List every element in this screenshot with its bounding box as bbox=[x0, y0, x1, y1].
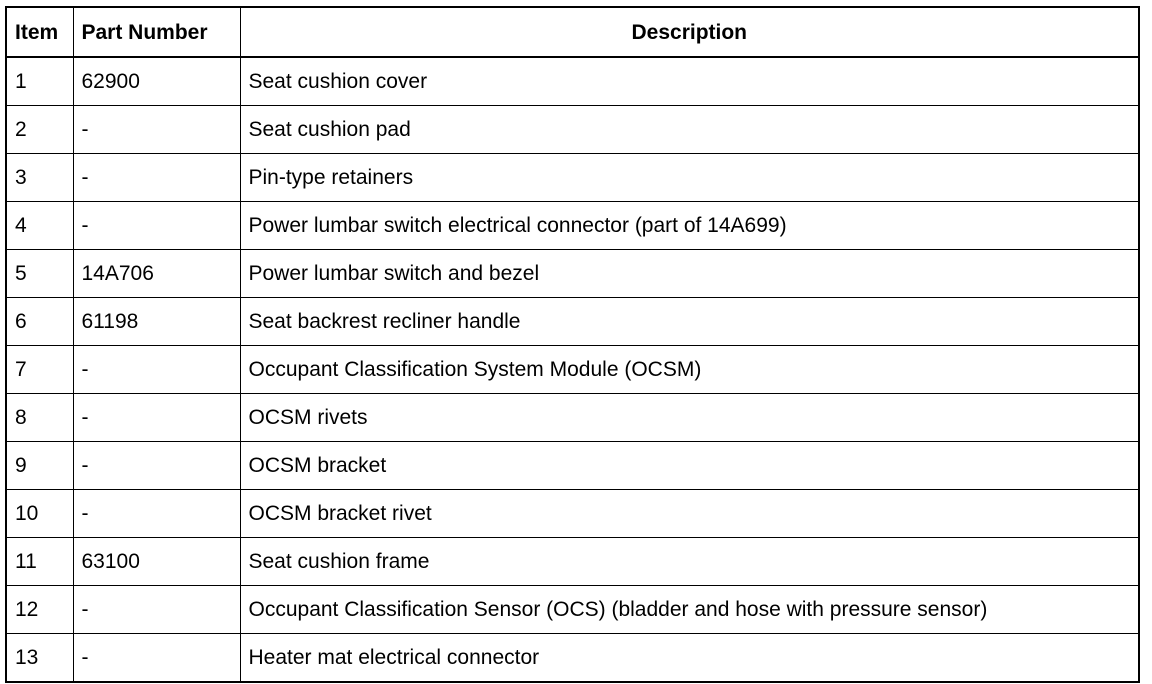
table-row bbox=[6, 394, 1139, 442]
cell-item: 2 bbox=[6, 106, 73, 154]
table-row bbox=[6, 202, 1139, 250]
cell-part-number: 61198 bbox=[73, 298, 240, 346]
cell-item: 8 bbox=[6, 394, 73, 442]
cell-item: 13 bbox=[6, 634, 73, 683]
cell-item: 5 bbox=[6, 250, 73, 298]
cell-part-number: 63100 bbox=[73, 538, 240, 586]
cell-description: OCSM bracket bbox=[240, 442, 1139, 490]
column-header-part-number: Part Number bbox=[73, 7, 240, 57]
parts-table bbox=[5, 6, 1140, 683]
cell-description: Occupant Classification Sensor (OCS) (bladder and hose with pressure sensor) bbox=[240, 586, 1139, 634]
cell-part-number: - bbox=[73, 106, 240, 154]
table-row bbox=[6, 106, 1139, 154]
cell-description: Occupant Classification System Module (OCSM) bbox=[240, 346, 1139, 394]
table-row bbox=[6, 634, 1139, 683]
cell-item: 9 bbox=[6, 442, 73, 490]
table-header-row bbox=[6, 7, 1139, 57]
cell-description: OCSM rivets bbox=[240, 394, 1139, 442]
table-row bbox=[6, 490, 1139, 538]
cell-part-number: - bbox=[73, 634, 240, 683]
table-row bbox=[6, 538, 1139, 586]
cell-description: Power lumbar switch and bezel bbox=[240, 250, 1139, 298]
cell-description: Seat backrest recliner handle bbox=[240, 298, 1139, 346]
cell-description: Seat cushion cover bbox=[240, 57, 1139, 106]
cell-item: 1 bbox=[6, 57, 73, 106]
cell-item: 11 bbox=[6, 538, 73, 586]
cell-item: 3 bbox=[6, 154, 73, 202]
cell-item: 6 bbox=[6, 298, 73, 346]
table-row bbox=[6, 154, 1139, 202]
table-row bbox=[6, 298, 1139, 346]
column-header-description: Description bbox=[240, 7, 1139, 57]
table-row bbox=[6, 442, 1139, 490]
table-row bbox=[6, 57, 1139, 106]
cell-part-number: 14A706 bbox=[73, 250, 240, 298]
cell-description: Pin-type retainers bbox=[240, 154, 1139, 202]
cell-part-number: - bbox=[73, 442, 240, 490]
cell-description: Seat cushion pad bbox=[240, 106, 1139, 154]
cell-part-number: - bbox=[73, 394, 240, 442]
cell-part-number: 62900 bbox=[73, 57, 240, 106]
cell-part-number: - bbox=[73, 346, 240, 394]
cell-description: Heater mat electrical connector bbox=[240, 634, 1139, 683]
cell-item: 12 bbox=[6, 586, 73, 634]
table-row bbox=[6, 586, 1139, 634]
table-row bbox=[6, 346, 1139, 394]
cell-item: 7 bbox=[6, 346, 73, 394]
cell-description: Seat cushion frame bbox=[240, 538, 1139, 586]
table-row bbox=[6, 250, 1139, 298]
column-header-item: Item bbox=[6, 7, 73, 57]
cell-part-number: - bbox=[73, 154, 240, 202]
cell-part-number: - bbox=[73, 490, 240, 538]
cell-part-number: - bbox=[73, 202, 240, 250]
cell-item: 10 bbox=[6, 490, 73, 538]
cell-description: OCSM bracket rivet bbox=[240, 490, 1139, 538]
cell-item: 4 bbox=[6, 202, 73, 250]
cell-part-number: - bbox=[73, 586, 240, 634]
cell-description: Power lumbar switch electrical connector (part of 14A699) bbox=[240, 202, 1139, 250]
